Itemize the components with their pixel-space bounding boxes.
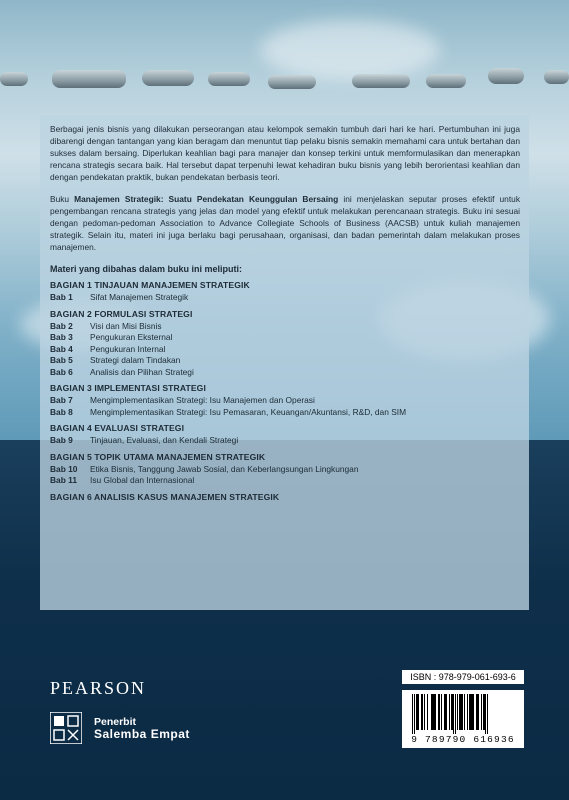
- barcode-bar: [464, 694, 465, 730]
- barcode-bars: [410, 694, 516, 734]
- barcode-bar: [453, 694, 454, 734]
- chapter-number: Bab 10: [50, 463, 78, 474]
- barcode-bar: [435, 694, 436, 730]
- barcode-bar: [427, 694, 428, 730]
- part-heading: BAGIAN 1 TINJAUAN MANAJEMEN STRATEGIK: [50, 280, 250, 290]
- barcode-bar: [469, 694, 471, 730]
- chapter-title: Pengukuran Internal: [90, 343, 166, 354]
- barcode-bar: [433, 694, 435, 730]
- chapter-number: Bab 8: [50, 406, 73, 417]
- chapter-number: Bab 7: [50, 395, 73, 405]
- back-cover-text: [50, 123, 520, 504]
- chapter-row: [50, 435, 520, 447]
- barcode-bar: [421, 694, 423, 730]
- chapter-row: [50, 332, 520, 344]
- chapter-number: Bab 5: [50, 355, 73, 365]
- chapter-number: Bab 6: [50, 366, 73, 377]
- chapter-row: [50, 355, 520, 367]
- chapter-title: Pengukuran Eksternal: [90, 332, 173, 342]
- barcode-bar: [412, 694, 413, 734]
- chapter-number: Bab 9: [50, 435, 73, 445]
- part-heading: BAGIAN 5 TOPIK UTAMA MANAJEMEN STRATEGIK: [50, 451, 266, 462]
- description-paragraph-2: Buku Manajemen Strategik: Suatu Pendekatan Keunggulan Bersaing ini menjelaskan seputar proses efektif untuk pengembangan rencana strategis yang jelas dan model yang efektif untuk melakukan perencanaan strategis. Buku ini sesuai dengan pedoman-pedoman Association to Advance Collegiate Schools of Business (AACSB) untuk kuliah manajemen strategik. Selain itu, materi ini juga berlaku bagi perusahaan, organisasi, dan badan pemerintah dalam melakukan proses manajemen.: [50, 194, 521, 252]
- chapter-row: [50, 407, 520, 419]
- chapter-row: [50, 344, 520, 356]
- chapter-row: [50, 367, 520, 379]
- description-paragraph-1: Berbagai jenis bisnis yang dilakukan perseorangan atau kelompok semakin tumbuh dari hari ke hari. Pertumbuhan ini juga dibarengi dengan tantangan yang kian beragam dan menuntut tiap pelaku bisnis semakin memahami cara untuk bertahan dan sukses dalam bersaing. Diperlukan keahlian bagi para manajer dan konsep terkini untuk memformulasikan dan menerapkan rencana strategis secara baik. Hal tersebut dapat terpenuhi lewat kehadiran buku bisnis yang lebih berorientasi keahlian dan dengan pendekatan praktik, bukan pendekatan berbasis teori.: [50, 124, 520, 182]
- publisher-line-2: Salemba Empat: [94, 727, 190, 741]
- stepping-stone: [268, 75, 316, 89]
- stepping-stone: [488, 68, 524, 84]
- publisher-name: [94, 716, 190, 740]
- chapter-row: [50, 292, 520, 304]
- chapter-title: Tinjauan, Evaluasi, dan Kendali Strategi: [90, 435, 239, 445]
- barcode-bar: [459, 694, 461, 730]
- part-heading: BAGIAN 3 IMPLEMENTASI STRATEGI: [50, 383, 206, 393]
- chapter-number: Bab 3: [50, 332, 73, 342]
- barcode-bar: [483, 694, 485, 730]
- stepping-stone: [52, 70, 126, 88]
- chapter-number: Bab 2: [50, 320, 73, 331]
- stepping-stone: [426, 74, 466, 88]
- stepping-stone: [544, 70, 569, 84]
- chapter-row: [50, 395, 520, 407]
- barcode-bar: [424, 694, 425, 730]
- chapter-title: Visi dan Misi Bisnis: [90, 320, 162, 331]
- part-heading: BAGIAN 4 EVALUASI STRATEGI: [50, 423, 185, 433]
- chapter-title: Sifat Manajemen Strategik: [90, 292, 189, 302]
- barcode-bar: [455, 694, 456, 734]
- chapter-title: Isu Global dan Internasional: [90, 475, 195, 485]
- barcode-bar: [444, 694, 446, 730]
- barcode-bar: [414, 694, 415, 734]
- chapter-title: Mengimplementasikan Strategi: Isu Pemasaran, Keuangan/Akuntansi, R&D, dan SIM: [90, 406, 407, 417]
- chapter-row: [50, 464, 520, 476]
- barcode-bar: [441, 694, 442, 730]
- stepping-stone: [142, 70, 194, 86]
- barcode-bar: [431, 694, 433, 730]
- chapter-number: Bab 1: [50, 292, 73, 302]
- barcode-bar: [485, 694, 486, 734]
- barcode-bar: [451, 694, 453, 730]
- barcode-bar: [478, 694, 479, 730]
- chapter-number: Bab 11: [50, 475, 78, 485]
- chapter-row: [50, 475, 520, 487]
- chapter-title: Etika Bisnis, Tanggung Jawab Sosial, dan Keberlangsungan Lingkungan: [90, 463, 359, 474]
- chapter-title: Analisis dan Pilihan Strategi: [90, 366, 194, 377]
- chapter-number: Bab 4: [50, 343, 73, 354]
- isbn-label: ISBN : 978-979-061-693-6: [402, 670, 524, 684]
- pearson-logo: PEARSON: [50, 678, 147, 698]
- barcode-bar: [471, 694, 473, 730]
- barcode-bar: [461, 694, 463, 730]
- barcode-bar: [457, 694, 458, 730]
- barcode-bar: [476, 694, 478, 730]
- contents-intro: Materi yang dibahas dalam buku ini meliputi:: [50, 264, 243, 274]
- publisher-line-1: Penerbit: [94, 716, 137, 728]
- stepping-stone: [0, 72, 28, 86]
- barcode-bar: [416, 694, 418, 730]
- barcode-bar: [418, 694, 419, 730]
- barcode: [402, 690, 524, 748]
- part-heading: BAGIAN 2 FORMULASI STRATEGI: [50, 308, 193, 319]
- salemba-empat-logo-icon: [50, 712, 82, 744]
- barcode-bar: [449, 694, 450, 730]
- barcode-bar: [481, 694, 482, 730]
- book-title: Manajemen Strategik: Suatu Pendekatan Keunggulan Bersaing: [74, 194, 339, 204]
- barcode-bar: [438, 694, 440, 730]
- cloud: [260, 20, 440, 80]
- stepping-stone: [208, 72, 250, 86]
- table-of-contents: [50, 279, 520, 503]
- barcode-bar: [473, 694, 474, 730]
- barcode-number: 9 789790 616936: [411, 734, 515, 745]
- chapter-row: [50, 321, 520, 333]
- chapter-title: Strategi dalam Tindakan: [90, 355, 181, 365]
- barcode-bar: [446, 694, 447, 730]
- barcode-bar: [467, 694, 468, 730]
- part-heading: BAGIAN 6 ANALISIS KASUS MANAJEMEN STRATEGIK: [50, 491, 280, 502]
- stepping-stone: [352, 74, 410, 88]
- chapter-title: Mengimplementasikan Strategi: Isu Manajemen dan Operasi: [90, 395, 315, 405]
- barcode-bar: [487, 694, 488, 734]
